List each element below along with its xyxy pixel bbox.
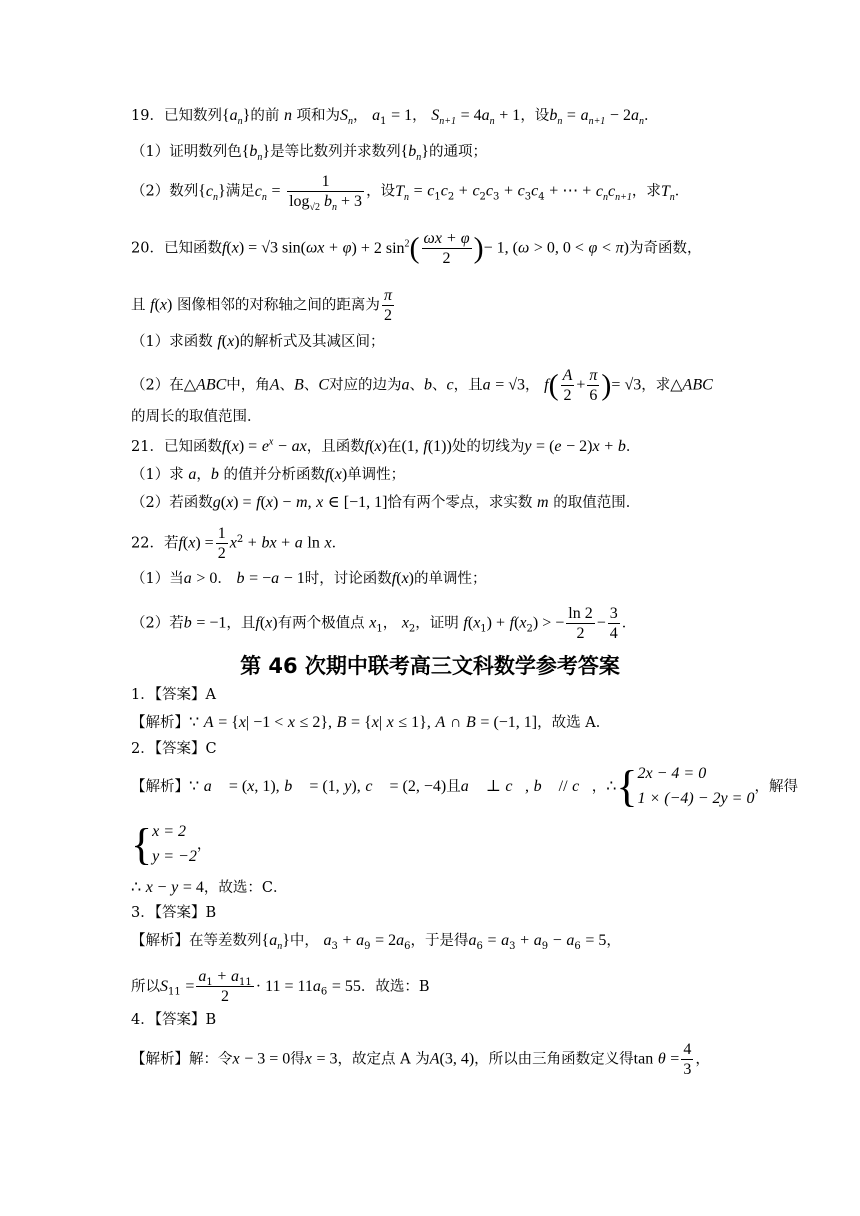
answer-2-solution: { x = 2 y = −2 ， [131,819,212,869]
answer-4-label: 4．【答案】B [131,1012,217,1028]
q20-part2-cont: 的周长的取值范围． [131,409,262,425]
q20-line2: 且 f(x) 图像相邻的对称轴之间的距离为 $\frac{\pi}{2}$ [131,287,392,325]
answer-4-explanation: 【解析】解：令x − 3 = 0得x = 3，故定点 A 为A(3, 4)，所以由三角函数定义得tan θ = $\frac{4}{3}$ ， [131,1041,710,1079]
answer-2-label: 2．【答案】C [131,741,217,757]
answer-key-title: 第 46 次期中联考高三文科数学参考答案 [240,654,620,678]
answer-1-explanation: 【解析】∵ A = {x| −1 < x ≤ 2}, B = {x| x ≤ 1}, A ∩ B = (−1, 1]，故选 A． [131,714,611,731]
q19-stem: 19．已知数列$\{a_n\}$的前 n 项和为$S_n$， $a_1 = 1$， $S_{n+1} = 4a_n + 1$，设$b_n = a_{n+1} - 2a_n$． [131,107,659,128]
q21-part2: （2）若函数g(x) = f(x) − m, x ∈ [−1, 1]恰有两个零点，求实数 m 的取值范围． [131,494,641,511]
answer-2-conclusion: ∴ x − y = 4，故选：C． [131,879,288,896]
q20-part2: （2）在△ABC中，角A、B、C对应的边为a、b、c，且a = √3， f( $\frac{A}{2}$ + $\frac{\pi}{6}$ )= √3，求△ABC [131,367,713,405]
q20-stem: 20．已知函数f(x) = √3 sin(ωx + φ) + 2 $\sin^2$( $\frac{\omega x + \varphi}{2}$ )− 1, (ω > 0, 0 < φ < π)为奇函数， [131,230,702,268]
q22-stem: 22．若f(x) = $\frac{1}{2}$ $x^2$ + bx + a ln x． [131,525,347,563]
q21-part1: （1）求 a，b 的值并分析函数f(x)单调性； [131,466,406,483]
q22-part2: （2）若b = −1，且f(x)有两个极值点 $x_1$， $x_2$，证明 $f(x_1) + f(x_2)$ > − $\frac{\ln 2}{2}$ − $\frac{3}{4}$ ． [131,605,637,643]
answer-2-explanation: 【解析】∵ a⃗ = (x, 1), b⃗ = (1, y), c⃗ = (2, −4)且a⃗ ⊥ c⃗, b⃗ // c⃗，∴{ 2x − 4 = 0 1 × (−4) − 2y = 0 ，解得 [131,761,798,811]
q19-part2: （2）数列$\{c_n\}$满足$c_n$ = $\frac{1}{\log_{√2} b_n + 3}$ ，设$T_n = c_1c_2 + c_2c_3 + c_3c_4$ + ⋯ + $c_nc_{n+1}$，求$T_n$． [131,173,690,214]
answer-3-explanation: 【解析】在等差数列$\{a_n\}$中， $a_3 + a_9 = 2a_6$，于是得$a_6 = a_3 + a_9 - a_6 = 5$， [131,932,621,953]
answer-3-line2: 所以$S_{11}$ = $\frac{a_1 + a_{11}}{2}$ · $11 = 11a_6 = 55$．故选：B [131,968,430,1006]
q21-stem: 21．已知函数$f(x) = e^x$ − ax，且函数f(x)在(1, f(1))处的切线为y = (e − 2)x + b． [131,436,641,455]
q22-part1: （1）当a > 0． b = −a − 1时，讨论函数f(x)的单调性； [131,570,487,587]
q19-part1: （1）证明数列色$\{b_n\}$是等比数列并求数列$\{b_n\}$的通项； [131,143,487,164]
q20-part1: （1）求函数 f(x)的解析式及其减区间； [131,333,385,350]
answer-3-label: 3．【答案】B [131,905,217,921]
answer-1-label: 1．【答案】A [131,687,216,703]
